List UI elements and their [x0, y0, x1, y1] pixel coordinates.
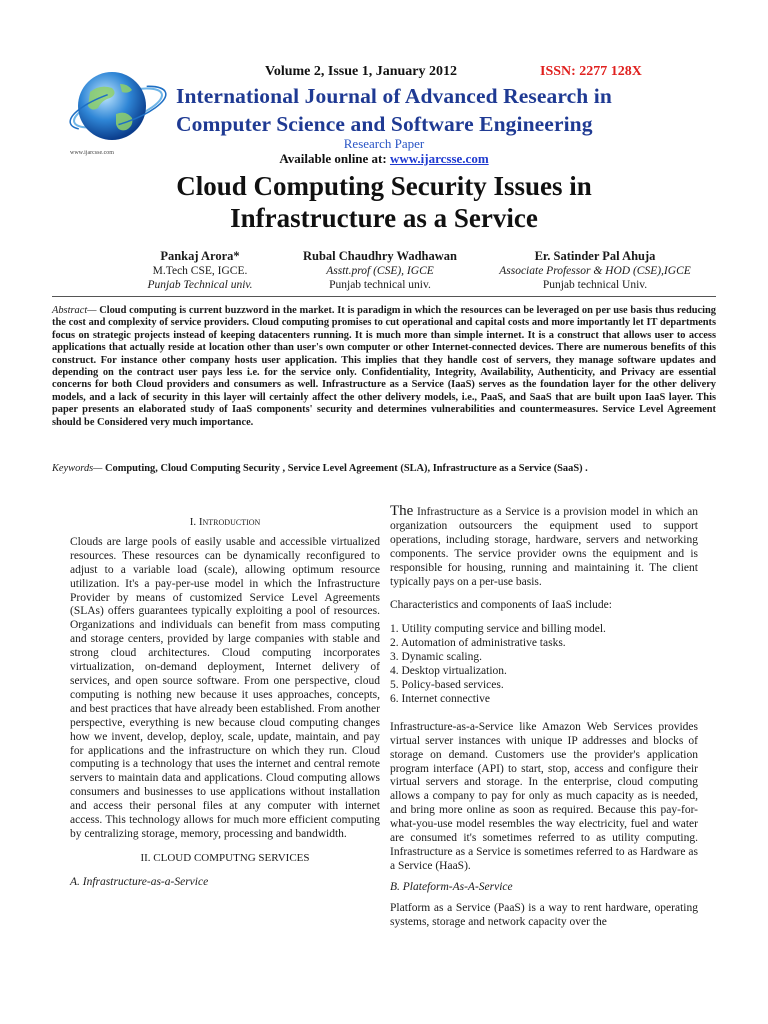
- journal-url-link[interactable]: www.ijarcsse.com: [389, 151, 489, 166]
- left-column: [70, 516, 380, 890]
- list-item: 6. Internet connective: [390, 692, 490, 705]
- issn: ISSN: 2277 128X: [540, 64, 642, 79]
- author-affiliation: Associate Professor & HOD (CSE),IGCE: [499, 265, 691, 277]
- section-heading-services: II. CLOUD COMPUTNG SERVICES: [140, 851, 310, 864]
- subsection-iaas: A. Infrastructure-as-a-Service: [70, 875, 209, 888]
- author-university: Punjab technical Univ.: [542, 279, 648, 291]
- keywords-text: Computing, Cloud Computing Security , Service Level Agreement (SLA), Infrastructure as a Service (SaaS) .: [105, 463, 588, 474]
- section-title: Introduction: [198, 516, 261, 528]
- available-online: [0, 151, 768, 167]
- header-divider: [52, 296, 716, 297]
- author-name: Er. Satinder Pal Ahuja: [534, 249, 656, 263]
- author-name: Rubal Chaudhry Wadhawan: [302, 249, 457, 263]
- section-number: I.: [189, 516, 199, 528]
- journal-name-line2: Computer Science and Software Engineering: [176, 112, 593, 136]
- abstract-text: Cloud computing is current buzzword in the market. It is paradigm in which the resources can be leveraged on per use basis thus reducing the cost and complexity of service providers. Cloud computing promises to cut operational and capital costs and more importantly let IT departments focus on strategic projects instead of keeping datacenters running. It is much more than simple internet. It is a construct that allows user to access applications that actually reside at location other than user's own computer or other Internet-connected devices. There are numerous benefits of this construct. For instance other company hosts user application. This implies that they handle cost of servers, they manage software updates and depending on the contract user pays less i.e. for the service only. Confidentiality, Integrity, Availability, Authenticity, and Privacy are essential concerns for both Cloud providers and consumers as well. Infrastructure as a Service (IaaS) serves as the foundation layer for the other delivery models, and a lack of security in this layer will certainly affect the other delivery models, i.e., PaaS, and SaaS that are built upon IaaS layer. This paper presents an elaborated study of IaaS components' security and determines vulnerabilities and countermeasures. Service Level Agreement should be Considered very much importance.: [52, 305, 716, 428]
- abstract: [52, 305, 716, 429]
- list-item: 4. Desktop virtualization.: [390, 665, 507, 678]
- list-item: 5. Policy-based services.: [390, 678, 504, 691]
- journal-name-line1: International Journal of Advanced Research in: [176, 84, 612, 108]
- characteristics-intro: Characteristics and components of IaaS include:: [390, 599, 612, 612]
- abstract-label: Abstract—: [52, 305, 100, 316]
- author-name: Pankaj Arora*: [160, 249, 240, 263]
- journal-name: [176, 82, 676, 138]
- list-item: 3. Dynamic scaling.: [390, 651, 482, 664]
- author-university: Punjab Technical univ.: [147, 279, 253, 291]
- section-heading-introduction: [70, 516, 380, 530]
- author-3: [460, 249, 730, 292]
- keywords-label: Keywords—: [52, 463, 106, 474]
- paper-type: Research Paper: [343, 136, 425, 151]
- author-affiliation: Asstt.prof (CSE), IGCE: [326, 265, 434, 277]
- keywords: [52, 463, 716, 474]
- aws-paragraph: Infrastructure-as-a-Service like Amazon Web Services provides virtual server instances with unique IP addresses and blocks of storage on demand. Customers use the provider's application program interface (API) to start, stop, access and configure their virtual servers and storage. In the enterprise, cloud computing allows a company to pay for only as much capacity as is needed, and bring more online as soon as required. Because this pay-for-what-you-use model resembles the way electricity, fuel and water are consumed it's sometimes referred to as utility computing. Infrastructure as a Service is sometimes referred to as Hardware as a Service (HaaS).: [390, 720, 698, 872]
- list-item: 1. Utility computing service and billing model.: [390, 623, 606, 636]
- paper-title-line1: Cloud Computing Security Issues in: [176, 171, 592, 201]
- iaas-paragraph: [390, 505, 698, 589]
- intro-paragraph: Clouds are large pools of easily usable and accessible virtualized resources. These resources can be dynamically reconfigured to adjust to a variable load (scale), allowing optimum resource utilization. It's a pay-per-use model in which the Infrastructure Provider by means of customized Service Level Agreements (SLAs) offers guarantees typically exploiting a pool of resources. Organizations and individuals can benefit from mass computing and storage centers, provided by large companies with stable and strong cloud architectures. Cloud computing incorporates virtualization, on-demand deployment, Internet delivery of services, and open source software. From one perspective, cloud computing is nothing new because it uses approaches, concepts, and best practices that have already been established. From another perspective, everything is new because cloud computing changes how we invent, develop, deploy, scale, update, maintain, and pay for applications and the infrastructure on which they run. Cloud computing is a technology that uses the internet and central remote servers to maintain data and applications. Cloud computing allows consumers and businesses to use applications without installation and access their personal files at any computer with internet access. This technology allows for much more efficient computing by centralizing storage, memory, processing and bandwidth.: [70, 535, 380, 840]
- iaas-lead-word: The: [390, 503, 414, 519]
- paper-title-line2: Infrastructure as a Service: [230, 203, 538, 233]
- author-affiliation: M.Tech CSE, IGCE.: [152, 265, 248, 277]
- issue-info: Volume 2, Issue 1, January 2012: [265, 64, 458, 79]
- subsection-paas: B. Plateform-As-A-Service: [390, 880, 513, 893]
- globe-url-caption: www.ijarcsse.com: [70, 150, 114, 156]
- paper-title: [0, 170, 768, 234]
- right-column: [390, 505, 698, 929]
- author-university: Punjab technical univ.: [329, 279, 431, 291]
- paas-paragraph: Platform as a Service (PaaS) is a way to rent hardware, operating systems, storage and network capacity over the: [390, 901, 698, 928]
- available-prefix: Available online at:: [279, 151, 390, 166]
- characteristics-list: [390, 623, 698, 706]
- list-item: 2. Automation of administrative tasks.: [390, 637, 566, 650]
- iaas-text: Infrastructure as a Service is a provision model in which an organization outsourcers the equipment used to support operations, including storage, hardware, servers and networking components. The service provider owns the equipment and is responsible for housing, running and maintaining it. The client typically pays on a per-use basis.: [390, 506, 698, 588]
